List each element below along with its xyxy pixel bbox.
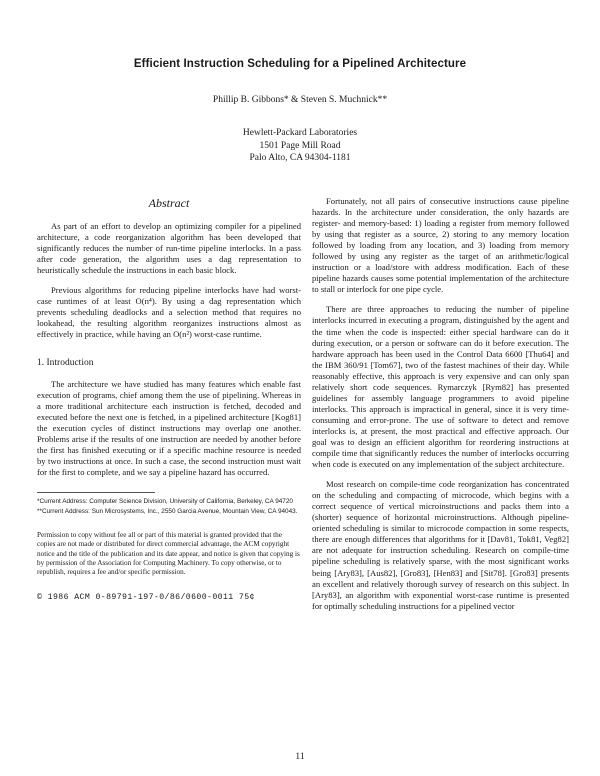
footnote-2: **Current Address: Sun Microsystems, Inc., 2550 Garcia Avenue, Mountain View, CA 94043. bbox=[37, 507, 298, 515]
copyright-line: © 1986 ACM 0-89791-197-0/86/0600-0011 75¢ bbox=[37, 593, 255, 603]
right-column bbox=[312, 196, 569, 612]
affiliation-block bbox=[0, 127, 600, 165]
section-heading-introduction: 1. Introduction bbox=[37, 357, 94, 368]
right-paragraph-3: Most research on compile-time code reorganization has concentrated on the scheduling and compacting of microcode, which begins with a correct sequence of vertical microinstructions and packs them into a (shorter) sequence of horizontal microinstructions. Although pipeline-oriented scheduling is similar to microcode compaction in some respects, there are enough differences that algorithms for it [Dav81, Tok81, Veg82] are not adequate for instruction scheduling. Research on compile-time pipeline scheduling is relatively sparse, with the most significant works being [Ary83], [Aus82], [Gro83], [Hen83] and [Sit78]. [Gro83] presents an excellent and relatively thorough survey of research on this subject. In [Ary83], an algorithm with exponential worst-case runtime is presented for optimally scheduling instructions for a pipelined vector bbox=[312, 479, 569, 611]
affiliation-city: Palo Alto, CA 94304-1181 bbox=[249, 153, 351, 163]
right-paragraph-2: There are three approaches to reducing the number of pipeline interlocks incurred in executing a program, distinguished by the agent and the time when the code is inspected: either special hardware can do it during execution, or a person or software can do it before execution. The hardware approach has been used in the Control Data 6600 [Thu64] and the IBM 360/91 [Tom67], two of the fastest machines of their day. While reasonably effective, this approach is very expensive and can only span relatively short code sequences. Rymarczyk [Rym82] has presented guidelines for assembly language programmers to avoid pipeline interlocks. This approach is impractical in general, since it is very time-consuming and error-prone. The use of software to detect and remove interlocks is, at present, the most practical and effective approach. Our goal was to design an efficient algorithm for reordering instructions at compile time that significantly reduces the number of interlocks occurring when code is executed on any implementation of the subject architecture. bbox=[312, 304, 569, 470]
abstract-paragraph-2: Previous algorithms for reducing pipeline interlocks have had worst-case runtimes of at least O(n⁴). By using a dag representation which prevents scheduling deadlocks and a selection method that requires no lookahead, the resulting algorithm reorganizes instructions almost as effectively in practice, while having an O(n²) worst-case runtime. bbox=[37, 285, 301, 340]
footnote-divider bbox=[37, 492, 155, 493]
abstract-paragraph-1: As part of an effort to develop an optimizing compiler for a pipelined architecture, a code reorganization algorithm has been developed that significantly reduces the number of run-time pipeline interlocks. In a pass after code generation, the algorithm uses a dag representation to heuristically schedule the instructions in each basic block. bbox=[37, 221, 301, 276]
affiliation-street: 1501 Page Mill Road bbox=[259, 140, 341, 151]
footnote-1: *Current Address: Computer Science Division, University of California, Berkeley, CA 94720 bbox=[37, 497, 293, 505]
affiliation-org: Hewlett-Packard Laboratories bbox=[242, 128, 358, 138]
paper-authors: Phillip B. Gibbons* & Steven S. Muchnick** bbox=[212, 95, 388, 105]
right-paragraph-1: Fortunately, not all pairs of consecutive instructions cause pipeline hazards. In the architecture under consideration, the only hazards are register- and memory-based: 1) loading a register from memory followed by using that register as a source, 2) storing to any memory location followed by loading from any location, and 3) loading from memory followed by using any register as the target of an arithmetic/logical instruction or a load/store with address modification. Each of these pipeline hazards causes some potential implementation of the architecture to stall or interlock for one pipe cycle. bbox=[312, 196, 569, 295]
page-number: 11 bbox=[295, 752, 305, 762]
intro-paragraph-1: The architecture we have studied has many features which enable fast execution of programs, chief among them the use of pipelining. Whereas in a more traditional architecture each instruction is fetched, decoded and executed before the next one is fetched, in a pipelined architecture [Kog81] the execution cycles of distinct instructions may overlap one another. Problems arise if the results of one instruction are needed by another before the first has finished executing or if a specific machine resource is needed by two instructions at once. In such a case, the second instruction must wait for the first to complete, and we say a pipeline hazard has occurred. bbox=[37, 378, 301, 477]
abstract-heading: Abstract bbox=[148, 196, 190, 210]
left-column bbox=[37, 196, 301, 604]
permission-notice: Permission to copy without fee all or part of this material is granted provided that the copies are not made or distributed for direct commercial advantage, the ACM copyright notice and the title of the publication and its date appear, and notice is given that copying is by permission of the Association for Computing Machinery. To copy otherwise, or to republish, requires a fee and/or specific permission. bbox=[37, 530, 300, 577]
paper-title: Efficient Instruction Scheduling for a Pipelined Architecture bbox=[133, 58, 467, 70]
